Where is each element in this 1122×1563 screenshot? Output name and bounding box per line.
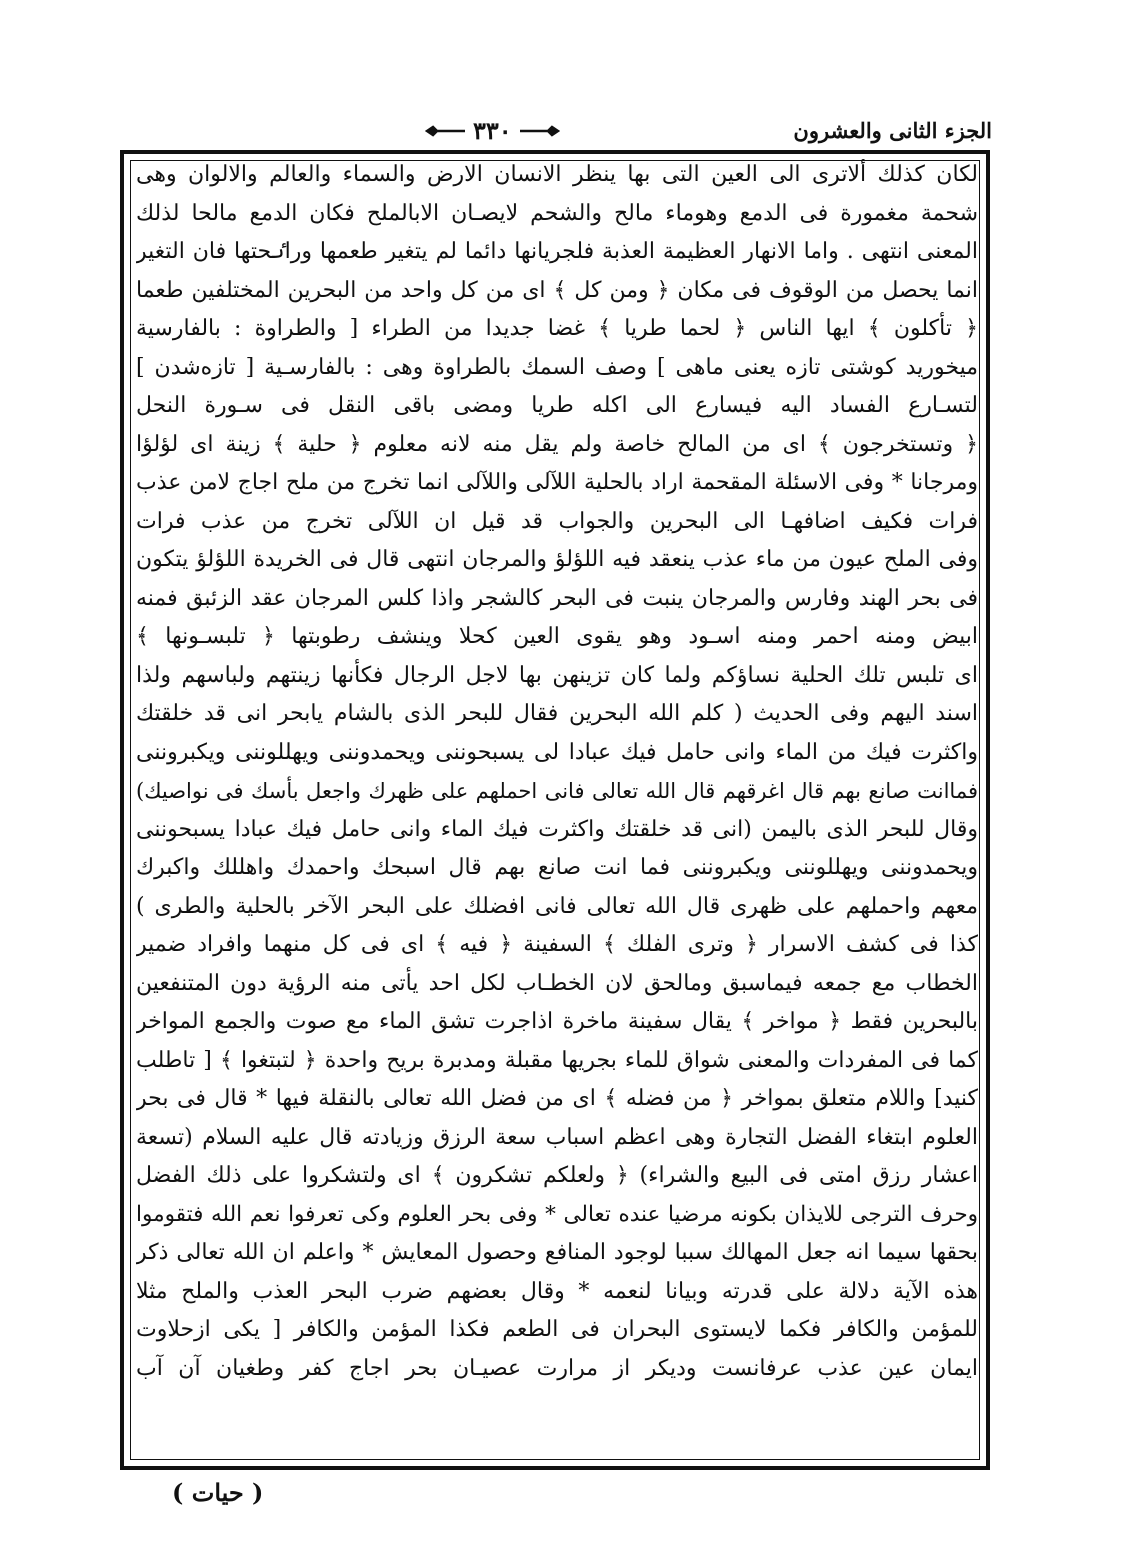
page-number: ٣٣٠ xyxy=(473,116,512,145)
text-line: المعنى انتهى . واما الانهار العظيمة العذبة فلجريانها دائما لم يتغير طعمها وراٸحتها فان التغير xyxy=(136,239,978,264)
text-line: واكثرت فيك من الماء وانى حامل فيك عبادا لى يسبحوننى ويحمدوننى ويهللوننى ويكبروننى xyxy=(136,739,978,765)
text-line: ﴿ وتستخرجون ﴾ اى من المالح خاصة ولم يقل منه لانه معلوم ﴿ حلية ﴾ زينة اى لؤلؤا xyxy=(136,431,978,457)
text-line: انما يحصل من الوقوف فى مكان ﴿ ومن كل ﴾ اى من كل واحد من البحرين المختلفين طعما xyxy=(136,277,978,303)
text-line: وقال للبحر الذى باليمن (انى قد خلقتك واكثرت فيك الماء وانى حامل فيك عبادا يسبحوننى xyxy=(136,816,978,842)
text-line: بحقها سيما انه جعل المهالك سببا لوجود المنافع وحصول المعايش * واعلم ان الله تعالى ذكر xyxy=(136,1240,978,1265)
text-line: اسند اليهم وفى الحديث ( كلم الله البحرين فقال للبحر الذى بالشام يابحر انى قد خلقتك xyxy=(136,701,978,726)
text-line: ﴿ تأكلون ﴾ ايها الناس ﴿ لحما طريا ﴾ غضا جديدا من الطراء [ والطراوة : بالفارسية xyxy=(136,316,978,341)
text-line: فماانت صانع بهم قال اغرقهم قال الله تعالى فانى احملهم على ظهرك واجعل بأسك فى نواصيك) xyxy=(136,779,978,803)
text-line: فرات فكيف اضافهـا الى البحرين والجواب قد قيل ان اللآلى تخرج من عذب فرات xyxy=(136,508,978,534)
text-line: ويحمدوننى ويهللوننى ويكبروننى فما انت صانع بهم قال اسبحك واحمدك واهللك واكبرك xyxy=(136,855,978,880)
text-line: ومرجانا * وفى الاسئلة المقحمة اراد بالحلية اللآلى واللآلى انما تخرج من ملح اجاج لامن عذب xyxy=(136,470,978,495)
text-line: فى بحر الهند وفارس والمرجان ينبت فى البحر كالشجر واذا كلس المرجان عقد الزئبق فمنه xyxy=(136,585,978,611)
text-line: كما فى المفردات والمعنى شواق للماء بجريها مقبلة ومدبرة بريح واحدة ﴿ لتبتغوا ﴾ [ تاطلب xyxy=(136,1047,978,1073)
text-line: هذه الآية دلالة على قدرته وبيانا لنعمه * وقال بعضهم ضرب البحر العذب والملح مثلا xyxy=(136,1278,978,1304)
text-line: شحمة مغمورة فى الدمع وهوماء مالح والشحم لايصـان الابالملح فكان الدمع مالحا لذلك xyxy=(136,200,978,226)
text-line: كذا فى كشف الاسرار ﴿ وترى الفلك ﴾ السفينة ﴿ فيه ﴾ اى فى كل منهما وافراد ضمير xyxy=(136,932,978,957)
page-number-group xyxy=(425,116,560,145)
body-text xyxy=(136,156,978,1388)
section-title: الجزء الثانى والعشرون xyxy=(793,118,992,143)
page-header xyxy=(130,112,992,152)
ornament-right-icon xyxy=(518,125,560,137)
text-line: بالبحرين فقط ﴿ مواخر ﴾ يقال سفينة ماخرة اذاجرت تشق الماء مع صوت والجمع المواخر xyxy=(136,1009,978,1034)
text-line: ايمان عين عذب عرفانست وديكر از مرارت عصيـان بحر اجاج كفر وطغيان آن آب xyxy=(136,1355,978,1381)
text-line: كنيد] واللام متعلق بمواخر ﴿ من فضله ﴾ اى من فضل الله تعالى بالنقلة فيها * قال فى بحر xyxy=(136,1086,978,1111)
text-line: للمؤمن والكافر فكما لايستوى البحران فى الطعم فكذا المؤمن والكافر [ يكى ازحلاوت xyxy=(136,1317,978,1342)
text-line: وحرف الترجى للايذان بكونه مرضيا عنده تعالى * وفى بحر العلوم وكى تعرفوا نعم الله فتقوموا xyxy=(136,1201,978,1227)
text-line: لتسـارع الفساد اليه فيسارع الى اكله طريا ومضى باقى النقل فى سـورة النحل xyxy=(136,393,978,418)
text-line: ابيض ومنه احمر ومنه اسـود وهو يقوى العين كحلا وينشف رطوبتها ﴿ تلبسـونها ﴾ xyxy=(136,624,978,649)
text-line: لكان كذلك ألاترى الى العين التى بها ينظر الانسان الارض والسماء والعالم والالوان وهى xyxy=(136,162,978,187)
text-line: معهم واحملهم على ظهرى قال الله تعالى فانى افضلك على البحر الآخر بالحلية والطرى ) xyxy=(136,893,978,919)
text-line: اى تلبس تلك الحلية نساؤكم ولما كان تزينهن بها لاجل الرجال فكأنها زينتهم ولباسهم ولذا xyxy=(136,662,978,688)
ornament-left-icon xyxy=(425,125,467,137)
text-line: اعشار رزق امتى فى البيع والشراء) ﴿ ولعلكم تشكرون ﴾ اى ولتشكروا على ذلك الفضل xyxy=(136,1163,978,1188)
text-line: العلوم ابتغاء الفضل التجارة وهى اعظم اسباب سعة الرزق وزيادته قال عليه السلام (تسعة xyxy=(136,1124,978,1150)
text-line: وفى الملح عيون من ماء عذب ينعقد فيه اللؤلؤ والمرجان انتهى قال فى الخريدة اللؤلؤ يتكون xyxy=(136,547,978,572)
catchword: ( حيات ) xyxy=(172,1478,264,1507)
text-line: الخطاب مع جمعه فيماسبق ومالحق لان الخطـاب لكل احد يأتى منه الرؤية دون المتنفعين xyxy=(136,970,978,996)
text-line: ميخوريد كوشتى تازه يعنى ماهى ] وصف السمك بالطراوة وهى : بالفارسـية [ تازه‌شدن ] xyxy=(136,354,978,380)
